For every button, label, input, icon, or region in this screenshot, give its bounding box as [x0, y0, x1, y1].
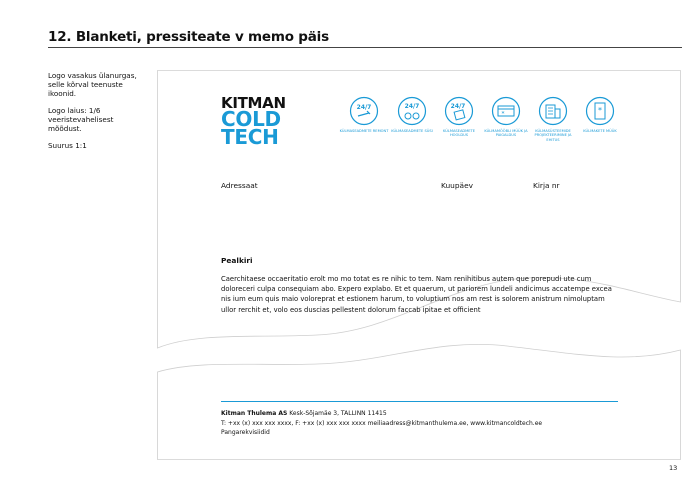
gears-24-7-icon — [397, 96, 427, 126]
footer-address-row — [221, 409, 641, 419]
fridge-icon — [585, 96, 615, 126]
date-label: Kuupäev — [441, 181, 473, 190]
service-icons — [340, 96, 620, 156]
footer-company: Kitman Thulema AS — [221, 410, 288, 417]
service-caption: KÜLMAMÖÖBLI MÜÜK JA PAIGALDUS — [484, 129, 528, 138]
document-24-7-icon — [444, 96, 474, 126]
service-fridges — [575, 96, 625, 133]
svg-text:*: * — [598, 106, 602, 115]
letter-footer — [221, 409, 641, 438]
footer-bank: Pangarekvisiidid — [221, 429, 270, 436]
addressee-label: Adressaat — [221, 181, 258, 190]
service-caption: KÜLMASEADMETE SÜSI — [391, 129, 433, 133]
wrench-24-7-icon — [349, 96, 379, 126]
title-divider — [48, 47, 682, 48]
service-repair — [339, 96, 389, 133]
service-maintenance — [434, 96, 484, 138]
page-title: 12. Blanketi, pressiteate v memo päis — [48, 29, 329, 45]
service-system — [387, 96, 437, 133]
logo-line-cold: COLD — [221, 107, 281, 131]
card-machine-icon — [491, 96, 521, 126]
service-caption: KÜLMASEADMETE HOOLDUS — [442, 129, 476, 138]
svg-text:*: * — [501, 110, 505, 118]
letter-body: Caerchitaese occaeritatio erolt mo mo totat es re nihic to tem. Nam renihitibus autem que porepudi ute cum doloreceri culpa consequiam abo. Expero explabo. Et et quaerum, ut pariorem lundeli andicimus accatempe excea nis ium eum quis maio voloreprat et estionem harum, to voluptium nos am rest is solorem anistrum nimoluptam ullor rerchit et, volo eos duscias pellestent dolorum faccab ipitae et officient — [221, 275, 612, 314]
kitman-coldtech-logo — [221, 94, 286, 149]
service-projects — [528, 96, 578, 142]
service-furniture — [481, 96, 531, 138]
sidenote-scale: Suurus 1:1 — [48, 141, 87, 150]
page-number: 13 — [669, 464, 678, 472]
sidenote — [48, 71, 148, 158]
building-icon — [538, 96, 568, 126]
sidenote-placement: Logo vasakus ülanurgas, selle kõrval teenuste ikoonid. — [48, 71, 137, 98]
service-caption: KÜLMASÜSTEEMIDE PROJEKTEERIMINE JA EHITUS — [534, 129, 572, 142]
footer-divider — [221, 401, 618, 402]
footer-address: Kesk-Sõjamäe 3, TALLINN 11415 — [287, 410, 387, 417]
sidenote-logo-width: Logo laius: 1/6 veeristevahelisest mõõdust. — [48, 106, 114, 133]
svg-text:24/7: 24/7 — [450, 103, 466, 110]
service-caption: KÜLMASEADMETE REMONT — [339, 129, 389, 133]
svg-text:24/7: 24/7 — [356, 104, 372, 111]
service-caption: KÜLMAKETE MÜÜK — [583, 129, 617, 133]
logo-line-tech: TECH — [221, 125, 279, 149]
logo-line-kitman: KITMAN — [221, 94, 286, 112]
svg-text:24/7: 24/7 — [404, 103, 420, 110]
footer-contacts: T: +xx (x) xxx xxx xxxx, F: +xx (x) xxx xxx xxxx meiliaadress@kitmanthulema.ee, www.kitmancoldtech.ee — [221, 419, 543, 427]
letter-headline: Pealkiri — [221, 256, 253, 265]
letter-number-label: Kirja nr — [533, 181, 560, 190]
